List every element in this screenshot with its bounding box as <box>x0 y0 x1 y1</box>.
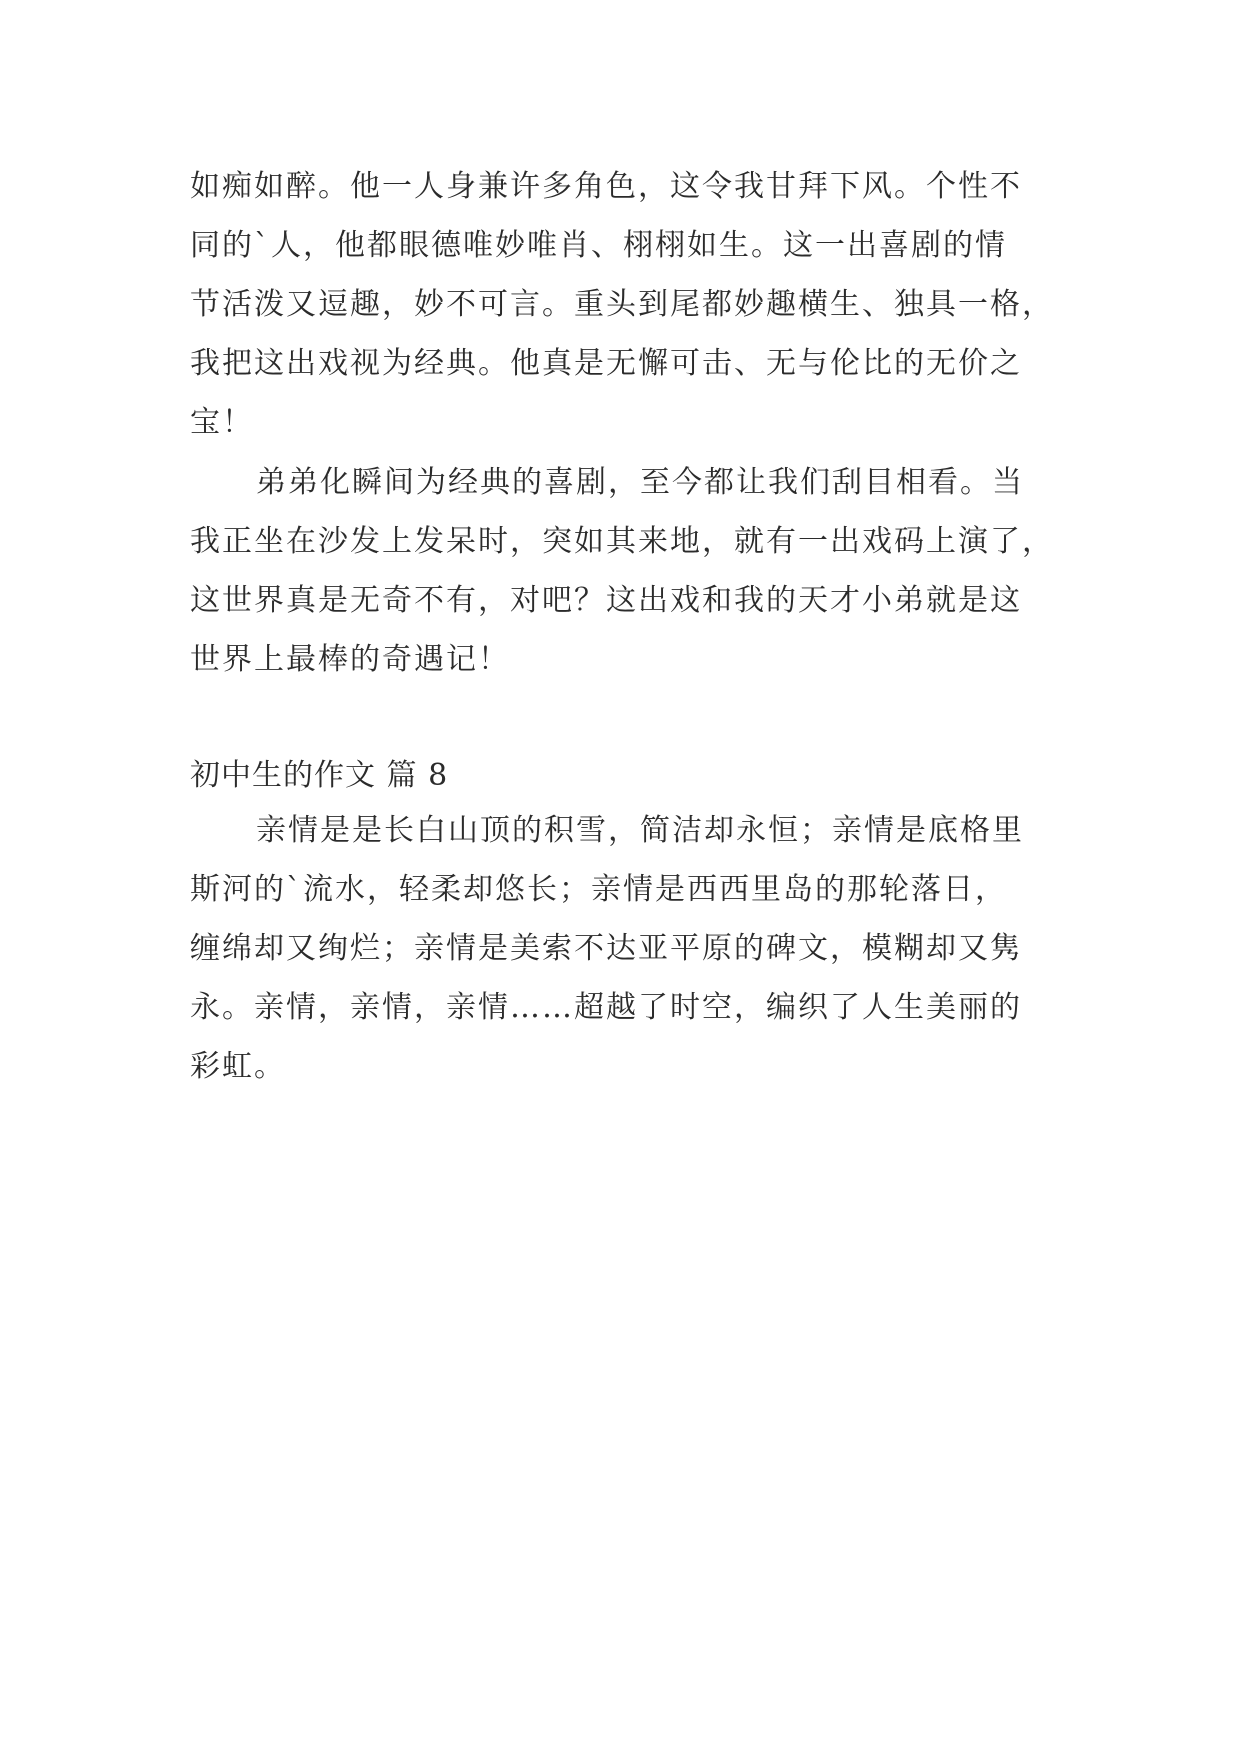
paragraph-closing <box>190 453 1054 689</box>
paragraph-line: 我正坐在沙发上发呆时，突如其来地，就有一出戏码上演了， <box>190 524 1054 559</box>
paragraph-line: 弟弟化瞬间为经典的喜剧，至今都让我们刮目相看。当 <box>256 465 1024 500</box>
paragraph-line: 斯河的`流水，轻柔却悠长；亲情是西西里岛的那轮落日， <box>190 872 1007 907</box>
paragraph-line: 如痴如醉。他一人身兼许多角色，这令我甘拜下风。个性不 <box>190 169 1022 204</box>
paragraph-line: 彩虹。 <box>190 1049 286 1084</box>
paragraph-line: 同的`人，他都眼德唯妙唯肖、栩栩如生。这一出喜剧的情 <box>190 228 1007 263</box>
paragraph-line: 宝！ <box>190 405 254 440</box>
paragraph-section-8 <box>190 801 1050 1096</box>
paragraph-line: 永。亲情，亲情，亲情……超越了时空，编织了人生美丽的 <box>190 990 1022 1025</box>
paragraph-line: 世界上最棒的奇遇记！ <box>190 642 510 677</box>
paragraph-line: 我把这出戏视为经典。他真是无懈可击、无与伦比的无价之 <box>190 346 1022 381</box>
paragraph-line: 缠绵却又绚烂；亲情是美索不达亚平原的碑文，模糊却又隽 <box>190 931 1022 966</box>
paragraph-line: 节活泼又逗趣，妙不可言。重头到尾都妙趣横生、独具一格， <box>190 287 1054 322</box>
paragraph-line: 亲情是是长白山顶的积雪，简洁却永恒；亲情是底格里 <box>256 813 1024 848</box>
paragraph-line: 这世界真是无奇不有，对吧？这出戏和我的天才小弟就是这 <box>190 583 1022 618</box>
paragraph-continuation <box>190 157 1054 452</box>
section-heading: 初中生的作文 篇 8 <box>190 758 449 793</box>
